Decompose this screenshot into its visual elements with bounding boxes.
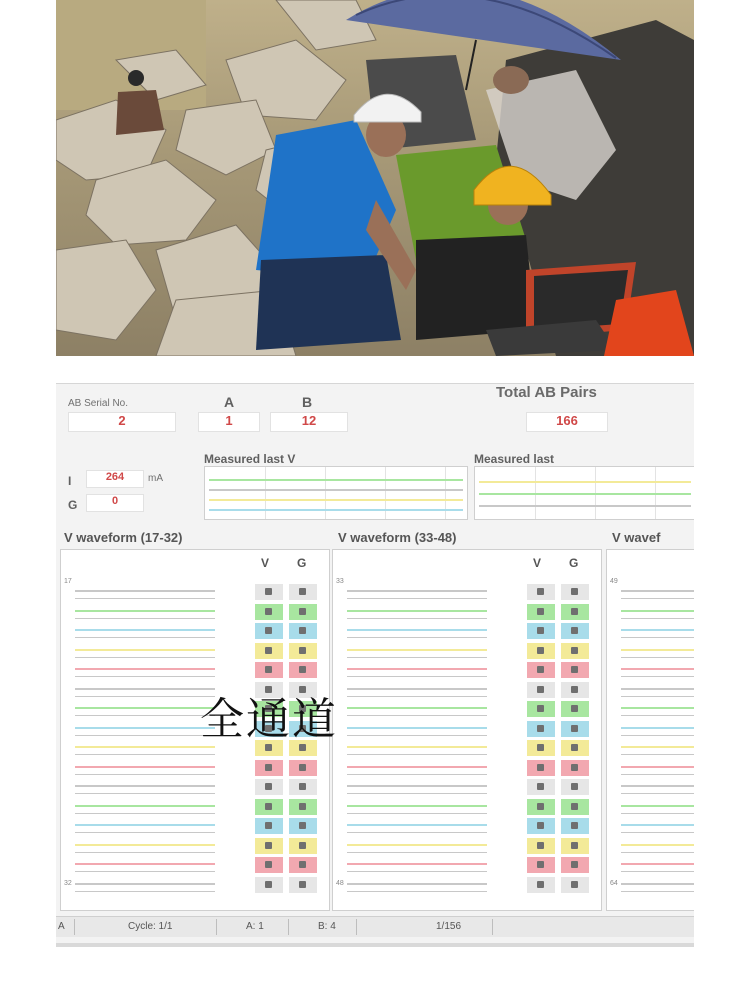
- status-dot: [537, 842, 544, 849]
- waveform-panel-3: [606, 549, 694, 911]
- channel-trace: [75, 610, 215, 612]
- status-dot: [571, 647, 578, 654]
- channel-baseline: [621, 735, 694, 736]
- channel-trace: [347, 805, 487, 807]
- v-indicator-cell[interactable]: [255, 643, 283, 659]
- g-indicator-cell[interactable]: [289, 857, 317, 873]
- v-indicator-cell[interactable]: [255, 584, 283, 600]
- g-indicator-cell[interactable]: [561, 721, 589, 737]
- v-indicator-cell[interactable]: [527, 662, 555, 678]
- a-value[interactable]: 1: [198, 412, 260, 432]
- v-indicator-cell[interactable]: [255, 838, 283, 854]
- v-indicator-cell[interactable]: [527, 877, 555, 893]
- status-dot: [265, 881, 272, 888]
- v-indicator-cell[interactable]: [255, 818, 283, 834]
- total-ab-pairs-label: Total AB Pairs: [496, 384, 597, 401]
- channel-baseline: [347, 618, 487, 619]
- status-dot: [299, 647, 306, 654]
- g-indicator-cell[interactable]: [289, 662, 317, 678]
- v-indicator-cell[interactable]: [527, 857, 555, 873]
- channel-trace: [75, 863, 215, 865]
- waveform-1-ytop: 17: [64, 578, 72, 585]
- g-indicator-cell[interactable]: [289, 760, 317, 776]
- status-dot: [265, 803, 272, 810]
- status-dot: [571, 666, 578, 673]
- channel-baseline: [347, 852, 487, 853]
- channel-trace: [347, 863, 487, 865]
- g-indicator-cell[interactable]: [561, 857, 589, 873]
- channel-trace: [75, 707, 215, 709]
- v-indicator-cell[interactable]: [255, 799, 283, 815]
- waveform-1-title: V waveform (17-32): [64, 530, 183, 545]
- g-indicator-cell[interactable]: [561, 584, 589, 600]
- g-indicator-cell[interactable]: [561, 779, 589, 795]
- channel-trace: [347, 590, 487, 592]
- waveform-2-title: V waveform (33-48): [338, 530, 457, 545]
- channel-trace: [621, 844, 694, 846]
- waveform-2-g-header: G: [569, 556, 579, 570]
- channel-baseline: [347, 813, 487, 814]
- g-indicator-cell[interactable]: [561, 838, 589, 854]
- channel-trace: [75, 727, 215, 729]
- status-dot: [265, 647, 272, 654]
- channel-baseline: [75, 852, 215, 853]
- channel-trace: [75, 824, 215, 826]
- measured-v-chart: [204, 466, 468, 520]
- channel-baseline: [621, 754, 694, 755]
- v-indicator-cell[interactable]: [255, 662, 283, 678]
- channel-trace: [621, 766, 694, 768]
- status-cycle: Cycle: 1/1: [128, 921, 173, 932]
- g-indicator-cell[interactable]: [289, 877, 317, 893]
- status-dot: [299, 803, 306, 810]
- status-dot: [299, 588, 306, 595]
- channel-baseline: [621, 715, 694, 716]
- waveform-2-ybottom: 48: [336, 880, 344, 887]
- v-indicator-cell[interactable]: [527, 721, 555, 737]
- channel-baseline: [75, 793, 215, 794]
- channel-baseline: [347, 891, 487, 892]
- channel-trace: [621, 629, 694, 631]
- status-dot: [537, 666, 544, 673]
- status-dot: [299, 608, 306, 615]
- channel-baseline: [75, 754, 215, 755]
- channel-trace: [347, 883, 487, 885]
- channel-trace: [621, 707, 694, 709]
- channel-trace: [347, 746, 487, 748]
- status-dot: [299, 881, 306, 888]
- g-indicator-cell[interactable]: [561, 760, 589, 776]
- g-indicator-cell[interactable]: [561, 623, 589, 639]
- instrument-panel: [56, 383, 694, 944]
- channel-trace: [621, 727, 694, 729]
- status-dot: [537, 861, 544, 868]
- v-indicator-cell[interactable]: [527, 760, 555, 776]
- waveform-panel-2: [332, 549, 602, 911]
- channel-baseline: [347, 754, 487, 755]
- status-dot: [299, 861, 306, 868]
- v-indicator-cell[interactable]: [255, 760, 283, 776]
- total-ab-pairs-value[interactable]: 166: [526, 412, 608, 432]
- channel-trace: [75, 590, 215, 592]
- photo-illustration: [56, 0, 694, 356]
- channel-baseline: [347, 696, 487, 697]
- channel-trace: [347, 785, 487, 787]
- channel-trace: [621, 688, 694, 690]
- v-indicator-cell[interactable]: [255, 604, 283, 620]
- status-dot: [299, 764, 306, 771]
- channel-trace: [621, 610, 694, 612]
- channel-baseline: [75, 696, 215, 697]
- status-dot: [537, 822, 544, 829]
- g-indicator-cell[interactable]: [561, 877, 589, 893]
- status-bar: [56, 916, 694, 937]
- status-dot: [571, 705, 578, 712]
- channel-trace: [347, 629, 487, 631]
- channel-baseline: [75, 715, 215, 716]
- channel-trace: [347, 668, 487, 670]
- status-dot: [265, 666, 272, 673]
- channel-trace: [347, 844, 487, 846]
- channel-trace: [621, 883, 694, 885]
- status-dot: [537, 725, 544, 732]
- channel-trace: [347, 727, 487, 729]
- channel-trace: [621, 805, 694, 807]
- status-dot: [537, 627, 544, 634]
- channel-baseline: [621, 657, 694, 658]
- v-indicator-cell[interactable]: [527, 584, 555, 600]
- status-dot: [571, 744, 578, 751]
- v-indicator-cell[interactable]: [527, 682, 555, 698]
- status-dot: [571, 686, 578, 693]
- measured-i-chart: [474, 466, 694, 520]
- channel-trace: [621, 668, 694, 670]
- channel-trace: [75, 805, 215, 807]
- status-dot: [571, 588, 578, 595]
- channel-trace: [347, 610, 487, 612]
- status-dot: [265, 588, 272, 595]
- channel-trace: [75, 883, 215, 885]
- v-indicator-cell[interactable]: [527, 643, 555, 659]
- g-indicator-cell[interactable]: [289, 604, 317, 620]
- v-indicator-cell[interactable]: [255, 623, 283, 639]
- status-left: A: [58, 921, 65, 932]
- channel-baseline: [347, 793, 487, 794]
- waveform-3-ytop: 49: [610, 578, 618, 585]
- channel-baseline: [75, 871, 215, 872]
- status-dot: [571, 842, 578, 849]
- status-dot: [537, 705, 544, 712]
- channel-baseline: [347, 598, 487, 599]
- channel-trace: [75, 785, 215, 787]
- status-dot: [265, 627, 272, 634]
- status-dot: [537, 783, 544, 790]
- status-dot: [299, 666, 306, 673]
- measured-i-title: Measured last: [474, 452, 555, 466]
- channel-baseline: [347, 676, 487, 677]
- channel-trace: [75, 629, 215, 631]
- channel-baseline: [75, 774, 215, 775]
- channel-baseline: [347, 832, 487, 833]
- channel-baseline: [621, 832, 694, 833]
- channel-baseline: [621, 598, 694, 599]
- channel-baseline: [347, 871, 487, 872]
- channel-trace: [347, 649, 487, 651]
- status-dot: [537, 881, 544, 888]
- status-dot: [265, 783, 272, 790]
- channel-trace: [347, 824, 487, 826]
- waveform-2-v-header: V: [533, 556, 542, 570]
- channel-baseline: [347, 715, 487, 716]
- v-indicator-cell[interactable]: [527, 799, 555, 815]
- g-indicator-cell[interactable]: [561, 662, 589, 678]
- channel-baseline: [621, 618, 694, 619]
- channel-baseline: [75, 735, 215, 736]
- status-dot: [265, 861, 272, 868]
- g-indicator-cell[interactable]: [561, 740, 589, 756]
- ab-serial-value[interactable]: 2: [68, 412, 176, 432]
- v-indicator-cell[interactable]: [255, 857, 283, 873]
- status-dot: [571, 822, 578, 829]
- ab-serial-label: AB Serial No.: [68, 398, 129, 409]
- status-dot: [537, 744, 544, 751]
- g-indicator-cell[interactable]: [289, 799, 317, 815]
- channel-baseline: [621, 813, 694, 814]
- channel-trace: [75, 844, 215, 846]
- channel-trace: [347, 707, 487, 709]
- channel-trace: [621, 649, 694, 651]
- v-indicator-cell[interactable]: [527, 604, 555, 620]
- overlay-caption: 全通道: [200, 694, 338, 745]
- waveform-3-title: V wavef: [612, 530, 661, 545]
- channel-baseline: [75, 891, 215, 892]
- channel-baseline: [347, 774, 487, 775]
- channel-baseline: [347, 735, 487, 736]
- g-indicator-cell[interactable]: [561, 799, 589, 815]
- channel-trace: [75, 746, 215, 748]
- waveform-1-g-header: G: [297, 556, 307, 570]
- status-dot: [265, 764, 272, 771]
- status-dot: [537, 764, 544, 771]
- channel-baseline: [621, 696, 694, 697]
- channel-baseline: [621, 774, 694, 775]
- status-dot: [299, 627, 306, 634]
- channel-trace: [347, 688, 487, 690]
- v-indicator-cell[interactable]: [527, 623, 555, 639]
- channel-baseline: [75, 832, 215, 833]
- channel-baseline: [621, 793, 694, 794]
- i-value[interactable]: 264: [86, 470, 144, 488]
- status-count: 1/156: [436, 921, 462, 932]
- g-label: G: [68, 498, 78, 512]
- waveform-1-ybottom: 32: [64, 880, 72, 887]
- channel-baseline: [75, 598, 215, 599]
- v-indicator-cell[interactable]: [527, 740, 555, 756]
- status-dot: [537, 647, 544, 654]
- channel-baseline: [621, 676, 694, 677]
- status-dot: [571, 803, 578, 810]
- status-dot: [299, 842, 306, 849]
- g-indicator-cell[interactable]: [289, 818, 317, 834]
- v-indicator-cell[interactable]: [527, 701, 555, 717]
- waveform-1-v-header: V: [261, 556, 270, 570]
- status-dot: [571, 783, 578, 790]
- channel-trace: [621, 863, 694, 865]
- status-dot: [299, 783, 306, 790]
- channel-baseline: [347, 637, 487, 638]
- channel-baseline: [621, 637, 694, 638]
- g-indicator-cell[interactable]: [561, 643, 589, 659]
- channel-trace: [621, 824, 694, 826]
- v-indicator-cell[interactable]: [527, 779, 555, 795]
- channel-baseline: [75, 676, 215, 677]
- channel-trace: [621, 590, 694, 592]
- i-label: I: [68, 474, 72, 488]
- channel-trace: [75, 766, 215, 768]
- field-survey-photo: [56, 0, 694, 356]
- g-indicator-cell[interactable]: [289, 584, 317, 600]
- channel-trace: [621, 746, 694, 748]
- channel-trace: [75, 688, 215, 690]
- a-label: A: [224, 394, 235, 410]
- status-dot: [537, 608, 544, 615]
- status-dot: [571, 861, 578, 868]
- channel-trace: [75, 668, 215, 670]
- status-b: B: 4: [318, 921, 336, 932]
- channel-baseline: [75, 657, 215, 658]
- g-indicator-cell[interactable]: [289, 623, 317, 639]
- g-indicator-cell[interactable]: [289, 779, 317, 795]
- g-indicator-cell[interactable]: [561, 701, 589, 717]
- status-a: A: 1: [246, 921, 264, 932]
- channel-trace: [621, 785, 694, 787]
- g-indicator-cell[interactable]: [561, 682, 589, 698]
- g-indicator-cell[interactable]: [289, 838, 317, 854]
- waveform-2-ytop: 33: [336, 578, 344, 585]
- channel-baseline: [621, 852, 694, 853]
- channel-baseline: [75, 813, 215, 814]
- v-indicator-cell[interactable]: [527, 838, 555, 854]
- channel-baseline: [621, 891, 694, 892]
- status-dot: [265, 842, 272, 849]
- channel-trace: [347, 766, 487, 768]
- b-value[interactable]: 12: [270, 412, 348, 432]
- status-dot: [571, 881, 578, 888]
- status-dot: [537, 588, 544, 595]
- status-dot: [537, 803, 544, 810]
- status-dot: [571, 764, 578, 771]
- i-unit: mA: [148, 473, 163, 484]
- status-dot: [571, 725, 578, 732]
- status-dot: [265, 608, 272, 615]
- status-dot: [571, 608, 578, 615]
- measured-v-title: Measured last V: [204, 452, 296, 466]
- channel-baseline: [75, 637, 215, 638]
- g-indicator-cell[interactable]: [289, 643, 317, 659]
- status-dot: [299, 822, 306, 829]
- channel-baseline: [621, 871, 694, 872]
- g-indicator-cell[interactable]: [561, 604, 589, 620]
- g-indicator-cell[interactable]: [561, 818, 589, 834]
- status-dot: [571, 627, 578, 634]
- b-label: B: [302, 394, 313, 410]
- waveform-3-ybottom: 64: [610, 880, 618, 887]
- v-indicator-cell[interactable]: [255, 779, 283, 795]
- v-indicator-cell[interactable]: [255, 877, 283, 893]
- g-value[interactable]: 0: [86, 494, 144, 512]
- status-dot: [265, 822, 272, 829]
- status-dot: [537, 686, 544, 693]
- channel-trace: [75, 649, 215, 651]
- channel-baseline: [347, 657, 487, 658]
- panel-bottom-bar: [56, 943, 694, 947]
- channel-baseline: [75, 618, 215, 619]
- v-indicator-cell[interactable]: [527, 818, 555, 834]
